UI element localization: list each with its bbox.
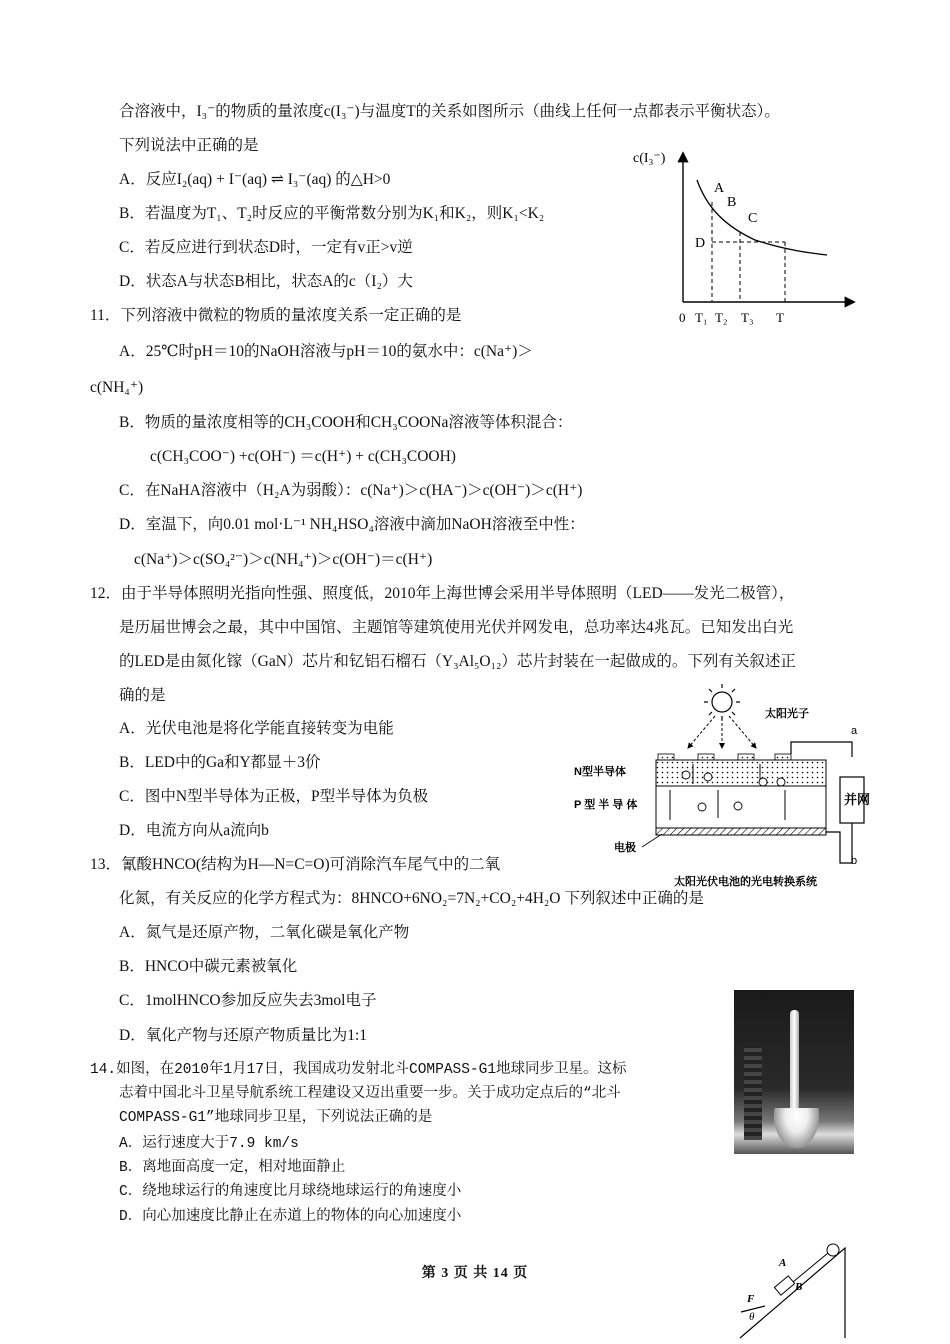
option-line: C．在NaHA溶液中（H₂A为弱酸）：c(Na⁺)＞c(HA⁻)＞c(OH⁻)＞c(H⁺) — [119, 482, 583, 499]
text-line: 化氮，有关反应的化学方程式为：8HNCO+6NO₂=7N₂+CO₂+4H₂O 下列叙述中正确的是 — [119, 890, 704, 907]
incline-diagram — [735, 1228, 855, 1344]
point-label-d: D — [695, 236, 706, 251]
question-line: 13．氰酸HNCO(结构为H—N=C=O)可消除汽车尾气中的二氧 — [90, 856, 501, 873]
option-line: A．25℃时pH＝10的NaOH溶液与pH＝10的氨水中：c(Na⁺)＞ — [119, 343, 533, 360]
question-line: 12．由于半导体照明光指向性强、照度低，2010年上海世博会采用半导体照明（LED——发光二极管）， — [90, 585, 795, 602]
grid-label: 并网 — [844, 792, 871, 807]
point-label-a: A — [714, 181, 725, 196]
page-footer: 第 3 页 共 14 页 — [421, 1266, 529, 1281]
formula-line: c(CH₃COO⁻) +c(OH⁻) ＝c(H⁺) + c(CH₃COOH) — [150, 448, 456, 465]
n-type-label: N型半导体 — [574, 766, 626, 778]
option-line: C．1molHNCO参加反应失去3mol电子 — [119, 992, 377, 1009]
option-line: B．HNCO中碳元素被氧化 — [119, 958, 298, 975]
text-line: c(NH₄⁺) — [90, 379, 144, 396]
point-label-c: C — [748, 211, 758, 226]
option-line: A．反应I₂(aq) + I⁻(aq) ⇌ I₃⁻(aq) 的△H>0 — [119, 171, 391, 188]
y-axis-label: c(I₃⁻) — [633, 151, 666, 166]
solar-cell-diagram — [570, 680, 870, 895]
option-line: A．光伏电池是将化学能直接转变为电能 — [119, 720, 394, 737]
option-line: D．氧化产物与还原产物质量比为1:1 — [119, 1027, 368, 1044]
diagram-caption: 太阳光伏电池的光电转换系统 — [674, 876, 817, 888]
formula-line: c(Na⁺)＞c(SO₄²⁻)＞c(NH₄⁺)＞c(OH⁻)＝c(H⁺) — [134, 551, 433, 568]
exhaust-plume — [774, 1108, 819, 1148]
question-line: 14.如图，在2010年1月17日，我国成功发射北斗COMPASS-G1地球同步卫星。这标 — [90, 1062, 627, 1078]
text-line: 合溶液中，I₃⁻的物质的量浓度c(I₃⁻)与温度T的关系如图所示（曲线上任何一点都表示平衡状态）。 — [119, 103, 780, 120]
option-line: C．若反应进行到状态D时，一定有v正>v逆 — [119, 239, 413, 256]
text-line: 志着中国北斗卫星导航系统工程建设又迈出重要一步。关于成功定点后的“北斗 — [119, 1086, 621, 1102]
concentration-temperature-graph — [625, 140, 865, 330]
sun-icon — [688, 684, 756, 748]
question-line: 11．下列溶液中微粒的物质的量浓度关系一定正确的是 — [90, 307, 462, 324]
option-line: D．状态A与状态B相比，状态A的c（I₂）大 — [119, 273, 413, 290]
electrode-layer — [656, 828, 826, 835]
text-line: 的LED是由氮化镓（GaN）芯片和钇铝石榴石（Y₃Al₅O₁₂）芯片封装在一起做成的。下列有关叙述正 — [119, 653, 796, 670]
x-tick-label: T₁ — [695, 310, 708, 325]
x-tick-label: T₃ — [741, 310, 754, 325]
x-tick-label: 0 — [679, 310, 686, 325]
rocket-launch-photo — [734, 990, 854, 1154]
label-a: A — [779, 1257, 787, 1269]
x-tick-label: T₂ — [715, 310, 728, 325]
electrode-label: 电极 — [614, 842, 636, 854]
label-b: B — [795, 1281, 803, 1293]
option-line: C．绕地球运行的角速度比月球绕地球运行的角速度小 — [119, 1184, 462, 1200]
option-line: D．室温下，向0.01 mol·L⁻¹ NH₄HSO₄溶液中滴加NaOH溶液至中性： — [119, 516, 585, 533]
text-line: 确的是 — [119, 687, 166, 704]
option-line: B．物质的量浓度相等的CH₃COOH和CH₃COONa溶液等体积混合： — [119, 414, 573, 431]
sun-label: 太阳光子 — [765, 708, 809, 720]
x-tick-label: T — [776, 310, 784, 325]
option-line: A．运行速度大于7.9 km/s — [119, 1136, 299, 1152]
terminal-b-label: b — [851, 855, 858, 867]
label-f: F — [747, 1293, 755, 1305]
p-type-label: P 型 半 导 体 — [574, 799, 638, 811]
option-line: B．离地面高度一定，相对地面静止 — [119, 1160, 346, 1176]
n-semiconductor-layer — [656, 760, 826, 786]
option-line: A．氮气是还原产物，二氧化碳是氧化产物 — [119, 924, 410, 941]
option-line: B．LED中的Ga和Y都显＋3价 — [119, 754, 321, 771]
label-theta: θ — [749, 1311, 755, 1323]
option-line: D．电流方向从a流向b — [119, 822, 269, 839]
text-line: 下列说法中正确的是 — [119, 137, 259, 154]
option-line: B．若温度为T₁、T₂时反应的平衡常数分别为K₁和K₂，则K₁<K₂ — [119, 205, 545, 222]
terminal-a-label: a — [851, 725, 858, 737]
text-line: 是历届世博会之最，其中中国馆、主题馆等建筑使用光伏并网发电，总功率达4兆瓦。已知发出白光 — [119, 619, 794, 636]
launch-tower — [744, 1045, 762, 1140]
rocket — [790, 1010, 799, 1110]
option-line: D．向心加速度比静止在赤道上的物体的向心加速度小 — [119, 1209, 462, 1225]
text-line: COMPASS-G1”地球同步卫星，下列说法正确的是 — [119, 1110, 433, 1126]
point-label-b: B — [727, 195, 737, 210]
option-line: C．图中N型半导体为正极，P型半导体为负极 — [119, 788, 429, 805]
